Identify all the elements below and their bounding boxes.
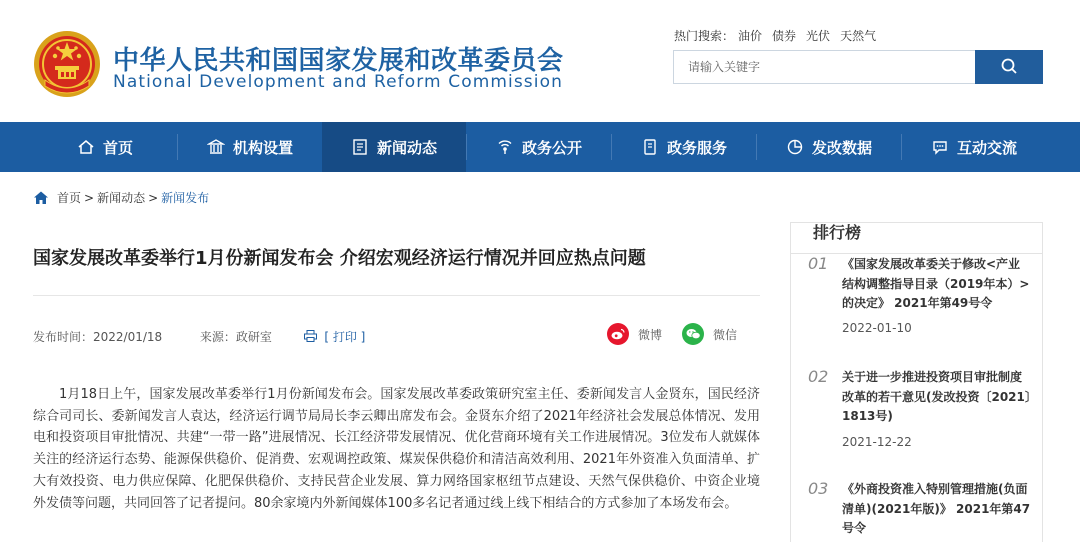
pie-chart-icon <box>786 138 804 156</box>
article-panel <box>20 222 772 542</box>
home-icon[interactable] <box>33 190 49 205</box>
share-weibo-button[interactable] <box>607 323 662 345</box>
rank-title[interactable]: 《国家发展改革委关于修改<产业结构调整指导目录（2019年本）>的决定》 2021年第49号令 <box>842 257 1030 310</box>
hot-search-term[interactable]: 天然气 <box>840 29 877 43</box>
rank-number: 03 <box>808 479 829 498</box>
nav-home[interactable] <box>33 122 177 172</box>
nav-gov-affairs[interactable] <box>467 122 611 172</box>
article-title: 国家发展改革委举行1月份新闻发布会 介绍宏观经济运行情况并回应热点问题 <box>33 248 646 269</box>
rank-number: 01 <box>808 254 829 273</box>
wechat-icon <box>682 323 704 345</box>
hot-search-label: 热门搜索： <box>674 29 735 43</box>
national-emblem-icon[interactable] <box>33 30 101 98</box>
rank-number: 02 <box>808 367 829 386</box>
site-title-english[interactable]: National Development and Reform Commission <box>113 72 563 92</box>
document-icon <box>641 138 659 156</box>
divider <box>791 253 1042 254</box>
nav-label: 机构设置 <box>232 138 293 157</box>
hot-search-term[interactable]: 油价 <box>738 29 763 43</box>
source-label: 来源： <box>199 330 236 344</box>
share-wechat-label: 微信 <box>713 327 738 342</box>
article-meta <box>33 328 365 345</box>
home-icon <box>77 138 95 156</box>
breadcrumb-current[interactable]: 新闻发布 <box>161 191 210 205</box>
search-button[interactable] <box>975 50 1043 84</box>
ranking-sidebar <box>790 222 1043 542</box>
printer-icon[interactable] <box>304 330 317 342</box>
nav-interaction[interactable] <box>902 122 1046 172</box>
breadcrumb-separator: > <box>84 190 95 205</box>
nav-data[interactable] <box>757 122 901 172</box>
site-title[interactable]: 中华人民共和国国家发展和改革委员会 <box>113 46 564 76</box>
main-nav <box>0 122 1080 172</box>
hot-search-bar <box>674 27 886 44</box>
article-body: 1月18日上午，国家发展改革委举行1月份新闻发布会。国家发展改革委政策研究室主任、委新闻发言人金贤东，国民经济综合司司长、委新闻发言人袁达，经济运行调节局局长李云卿出席发布会。金贤东介绍了2021年经济社会发展总体情况、发用电和投资项目审批情况、共建“一带一路”进展情况、长江经济带发展情况、优化营商环境有关工作进展情况。3位发布人就媒体关注的经济运行态势、能源保供稳价、促消费、宏观调控政策、煤炭保供稳价和清洁高效利用、2021年外资准入负面清单、扩大有效投资、电力供应保障、化肥保供稳价、支持民营企业发展、算力网络国家枢纽节点建设、天然气保供稳价、中资企业境外发债等问题，共同回答了记者提问。80余家境内外新闻媒体100多名记者通过线上线下相结合的方式参加了本场发布会。 <box>33 387 760 511</box>
rank-date: 2022-01-10 <box>842 321 912 335</box>
divider <box>33 295 760 296</box>
rank-title[interactable]: 关于进一步推进投资项目审批制度改革的若干意见(发改投资〔2021〕1813号) <box>842 370 1031 423</box>
nav-label: 政务公开 <box>521 138 582 157</box>
sidebar-title: 排行榜 <box>813 223 862 242</box>
weibo-icon <box>607 323 629 345</box>
print-link[interactable]: [ 打印 ] <box>324 330 366 344</box>
hot-search-term[interactable]: 光伏 <box>806 29 831 43</box>
search-icon <box>1000 57 1018 75</box>
nav-label: 互动交流 <box>956 138 1017 157</box>
news-icon <box>351 138 369 156</box>
breadcrumb <box>33 189 209 206</box>
rank-date: 2021-12-22 <box>842 435 912 449</box>
search-input[interactable] <box>674 51 976 83</box>
nav-label: 发改数据 <box>811 138 872 157</box>
nav-gov-services[interactable] <box>612 122 756 172</box>
search-box <box>673 50 1043 84</box>
broadcast-icon <box>496 138 514 156</box>
site-header <box>0 0 1080 122</box>
hot-search-term[interactable]: 债券 <box>772 29 797 43</box>
nav-label: 政务服务 <box>666 138 727 157</box>
share-weibo-label: 微博 <box>638 327 663 342</box>
nav-institution[interactable] <box>178 122 322 172</box>
publish-date: 2022/01/18 <box>93 330 163 344</box>
institution-icon <box>207 138 225 156</box>
nav-label: 首页 <box>102 138 133 157</box>
nav-news[interactable] <box>322 122 466 172</box>
chat-icon <box>931 138 949 156</box>
breadcrumb-home[interactable]: 首页 <box>57 191 82 205</box>
source-value: 政研室 <box>235 330 272 344</box>
publish-label: 发布时间： <box>33 330 94 344</box>
share-wechat-button[interactable] <box>682 323 737 345</box>
breadcrumb-separator: > <box>148 190 159 205</box>
rank-title[interactable]: 《外商投资准入特别管理措施(负面清单)(2021年版)》 2021年第47号令 <box>842 482 1031 535</box>
nav-label: 新闻动态 <box>376 138 437 157</box>
breadcrumb-news[interactable]: 新闻动态 <box>97 191 146 205</box>
